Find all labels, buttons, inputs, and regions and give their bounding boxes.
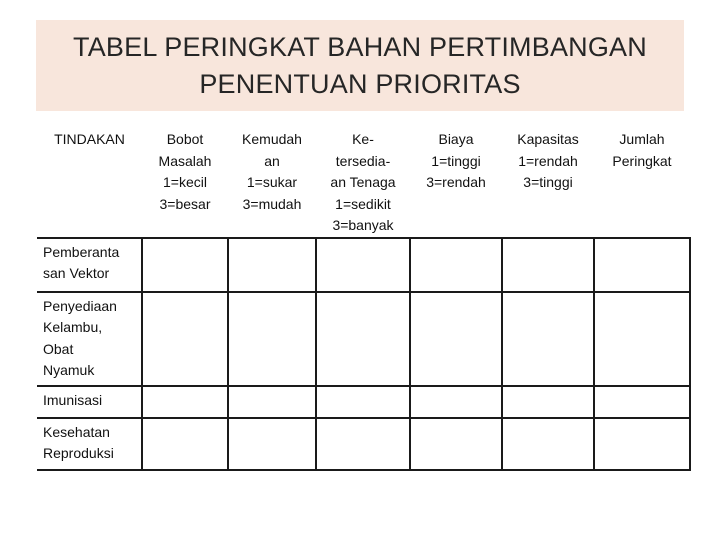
header-line: 1=tinggi: [431, 152, 481, 169]
col-header-kemudahan: [228, 126, 316, 238]
header-line: 1=kecil: [163, 174, 207, 190]
table-cell: [316, 418, 410, 470]
row-label-pemberantasan-vektor: [37, 238, 142, 292]
table-cell: [502, 292, 594, 386]
priority-table: [37, 126, 691, 471]
table-cell: [502, 238, 594, 292]
table-row: [37, 292, 690, 386]
col-header-kapasitas: [502, 126, 594, 238]
table-cell: [142, 292, 228, 386]
table-cell: [410, 386, 502, 418]
table-cell: [142, 418, 228, 470]
header-line: 1=sedikit: [335, 195, 391, 212]
table-cell: [410, 418, 502, 470]
table-cell: [502, 418, 594, 470]
header-line: 1=rendah: [518, 152, 578, 169]
col-header-biaya: [410, 126, 502, 238]
header-row: [37, 126, 690, 238]
row-label-line: san Vektor: [43, 265, 110, 281]
header-line: Kapasitas: [517, 131, 579, 147]
header-line: tersedia-: [335, 152, 391, 169]
table-cell: [228, 386, 316, 418]
table-cell: [228, 292, 316, 386]
header-line: 3=tinggi: [523, 174, 573, 190]
col-header-tindakan: [37, 126, 142, 238]
row-label-line: Reproduksi: [43, 445, 114, 461]
table-cell: [410, 238, 502, 292]
row-label-line: Kesehatan: [43, 423, 110, 440]
header-line: Peringkat: [612, 152, 672, 169]
table-cell: [594, 418, 690, 470]
row-label-line: Kelambu,: [43, 319, 103, 335]
table-cell: [316, 386, 410, 418]
header-line: Bobot: [166, 131, 204, 147]
table-cell: [594, 238, 690, 292]
col-header-jumlah-peringkat: [594, 126, 690, 238]
row-label-imunisasi: [37, 386, 142, 418]
row-label-line: Imunisasi: [43, 391, 103, 408]
table-cell: [228, 238, 316, 292]
header-line: an: [264, 152, 280, 169]
header-line: Ke-: [352, 131, 374, 147]
header-line: 3=besar: [159, 195, 211, 212]
row-label-kesehatan-reproduksi: [37, 418, 142, 470]
header-line: 3=rendah: [426, 174, 486, 190]
header-line: 1=sukar: [246, 174, 298, 190]
header-line: Biaya: [438, 131, 474, 147]
row-label-line: Penyediaan: [43, 297, 117, 314]
row-label-line: Nyamuk: [43, 362, 95, 378]
slide-title: [36, 20, 684, 111]
header-line: Masalah: [158, 152, 212, 169]
table-cell: [594, 292, 690, 386]
header-line: Kemudah: [242, 131, 302, 147]
table-cell: [410, 292, 502, 386]
header-line: TINDAKAN: [54, 131, 125, 147]
col-header-ketersediaan-tenaga: [316, 126, 410, 238]
table-row: [37, 386, 690, 418]
table-cell: [316, 238, 410, 292]
table-cell: [142, 238, 228, 292]
header-line: an Tenaga: [330, 174, 396, 190]
row-label-penyediaan-kelambu: [37, 292, 142, 386]
title-line-2: PENENTUAN PRIORITAS: [199, 68, 521, 99]
table-cell: [142, 386, 228, 418]
header-line: 3=banyak: [332, 217, 394, 233]
table-row: [37, 238, 690, 292]
table-cell: [228, 418, 316, 470]
header-line: Jumlah: [619, 131, 665, 147]
table-row: [37, 418, 690, 470]
title-line-1: TABEL PERINGKAT BAHAN PERTIMBANGAN: [73, 31, 647, 62]
row-label-line: Obat: [43, 340, 74, 357]
row-label-line: Pemberanta: [43, 243, 120, 260]
col-header-bobot-masalah: [142, 126, 228, 238]
table-cell: [316, 292, 410, 386]
table-cell: [594, 386, 690, 418]
table-cell: [502, 386, 594, 418]
header-line: 3=mudah: [242, 195, 302, 212]
